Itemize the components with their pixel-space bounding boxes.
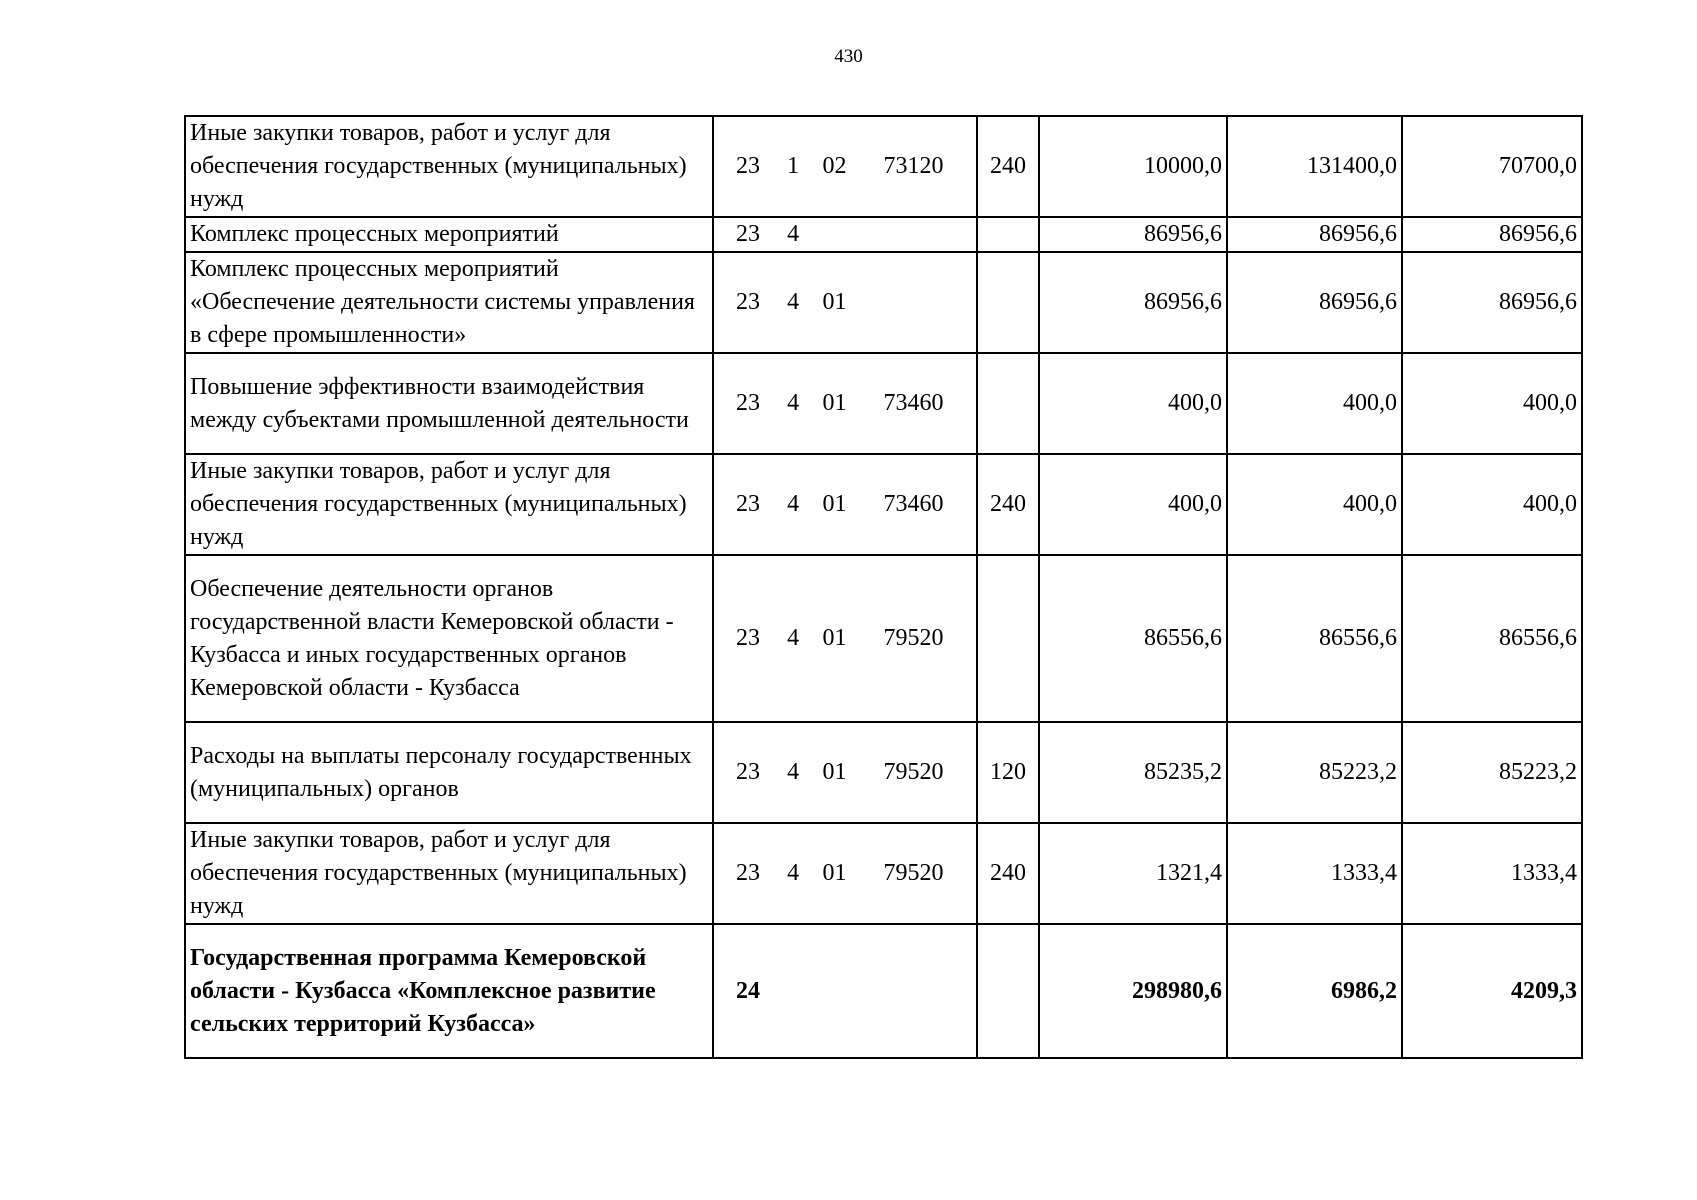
expense-type-code	[977, 924, 1039, 1058]
amount-year-1: 86956,6	[1039, 217, 1227, 252]
amount-year-1: 1321,4	[1039, 823, 1227, 924]
group-code: 02	[822, 153, 847, 179]
amount-year-3: 400,0	[1402, 454, 1582, 555]
amount-year-3: 1333,4	[1402, 823, 1582, 924]
amount-year-2: 86956,6	[1227, 217, 1402, 252]
row-codes	[713, 722, 977, 823]
expense-type-code	[977, 252, 1039, 353]
amount-year-3: 85223,2	[1402, 722, 1582, 823]
budget-table	[184, 115, 1583, 1059]
row-name: Комплекс процессных мероприятий	[185, 217, 713, 252]
group-code: 01	[822, 759, 847, 785]
group-code: 01	[822, 289, 847, 315]
expense-type-code: 240	[977, 116, 1039, 217]
amount-year-2: 131400,0	[1227, 116, 1402, 217]
expense-type-code	[977, 217, 1039, 252]
amount-year-1: 298980,6	[1039, 924, 1227, 1058]
table-row	[185, 722, 1582, 823]
table-row	[185, 252, 1582, 353]
row-name: Расходы на выплаты персоналу государственных (муниципальных) органов	[185, 722, 713, 823]
amount-year-3: 4209,3	[1402, 924, 1582, 1058]
group-code: 01	[822, 491, 847, 517]
table-row	[185, 116, 1582, 217]
amount-year-2: 6986,2	[1227, 924, 1402, 1058]
direction-code: 79520	[883, 860, 944, 886]
amount-year-2: 400,0	[1227, 353, 1402, 454]
subprogram-code: 4	[787, 625, 800, 651]
amount-year-1: 86956,6	[1039, 252, 1227, 353]
amount-year-1: 400,0	[1039, 454, 1227, 555]
amount-year-2: 86956,6	[1227, 252, 1402, 353]
program-code: 23	[736, 390, 760, 416]
amount-year-3: 86956,6	[1402, 252, 1582, 353]
expense-type-code: 240	[977, 454, 1039, 555]
direction-code: 73120	[883, 153, 944, 179]
group-code: 01	[822, 625, 847, 651]
subprogram-code: 1	[787, 153, 800, 179]
program-code: 23	[736, 625, 760, 651]
amount-year-2: 1333,4	[1227, 823, 1402, 924]
amount-year-2: 400,0	[1227, 454, 1402, 555]
expense-type-code	[977, 353, 1039, 454]
amount-year-1: 10000,0	[1039, 116, 1227, 217]
program-code: 23	[736, 759, 760, 785]
group-code: 01	[822, 390, 847, 416]
row-codes	[713, 823, 977, 924]
amount-year-2: 86556,6	[1227, 555, 1402, 722]
row-codes	[713, 924, 977, 1058]
amount-year-3: 86956,6	[1402, 217, 1582, 252]
amount-year-1: 85235,2	[1039, 722, 1227, 823]
table-row	[185, 454, 1582, 555]
direction-code: 79520	[883, 625, 944, 651]
group-code: 01	[822, 860, 847, 886]
amount-year-3: 400,0	[1402, 353, 1582, 454]
subprogram-code: 4	[787, 289, 800, 315]
amount-year-3: 86556,6	[1402, 555, 1582, 722]
amount-year-1: 86556,6	[1039, 555, 1227, 722]
page-number: 430	[834, 46, 863, 67]
table-row	[185, 217, 1582, 252]
expense-type-code: 240	[977, 823, 1039, 924]
amount-year-1: 400,0	[1039, 353, 1227, 454]
row-codes	[713, 353, 977, 454]
program-code: 23	[736, 289, 760, 315]
row-codes	[713, 454, 977, 555]
subprogram-code: 4	[787, 759, 800, 785]
table-row-program	[185, 924, 1582, 1058]
program-code: 23	[736, 153, 760, 179]
direction-code: 79520	[883, 759, 944, 785]
direction-code: 73460	[883, 390, 944, 416]
row-name: Иные закупки товаров, работ и услуг для обеспечения государственных (муниципальных) нужд	[185, 454, 713, 555]
row-codes	[713, 217, 977, 252]
row-codes	[713, 252, 977, 353]
program-code: 24	[736, 977, 760, 1004]
row-name: Комплекс процессных мероприятий «Обеспечение деятельности системы управления в сфере промышленности»	[185, 252, 713, 353]
subprogram-code: 4	[787, 491, 800, 517]
program-code: 23	[736, 860, 760, 886]
row-name: Повышение эффективности взаимодействия между субъектами промышленной деятельности	[185, 353, 713, 454]
row-name: Обеспечение деятельности органов государственной власти Кемеровской области - Кузбасса и иных государственных органов Кемеровской области - Кузбасса	[185, 555, 713, 722]
expense-type-code: 120	[977, 722, 1039, 823]
row-name: Иные закупки товаров, работ и услуг для обеспечения государственных (муниципальных) нужд	[185, 823, 713, 924]
subprogram-code: 4	[787, 390, 800, 416]
row-codes	[713, 555, 977, 722]
row-codes	[713, 116, 977, 217]
program-code: 23	[736, 221, 760, 247]
subprogram-code: 4	[787, 860, 800, 886]
table-row	[185, 823, 1582, 924]
table-row	[185, 353, 1582, 454]
direction-code: 73460	[883, 491, 944, 517]
subprogram-code: 4	[787, 221, 800, 247]
row-name: Иные закупки товаров, работ и услуг для обеспечения государственных (муниципальных) нужд	[185, 116, 713, 217]
expense-type-code	[977, 555, 1039, 722]
table-row	[185, 555, 1582, 722]
program-code: 23	[736, 491, 760, 517]
row-name: Государственная программа Кемеровской области - Кузбасса «Комплексное развитие сельских территорий Кузбасса»	[185, 924, 713, 1058]
amount-year-2: 85223,2	[1227, 722, 1402, 823]
amount-year-3: 70700,0	[1402, 116, 1582, 217]
